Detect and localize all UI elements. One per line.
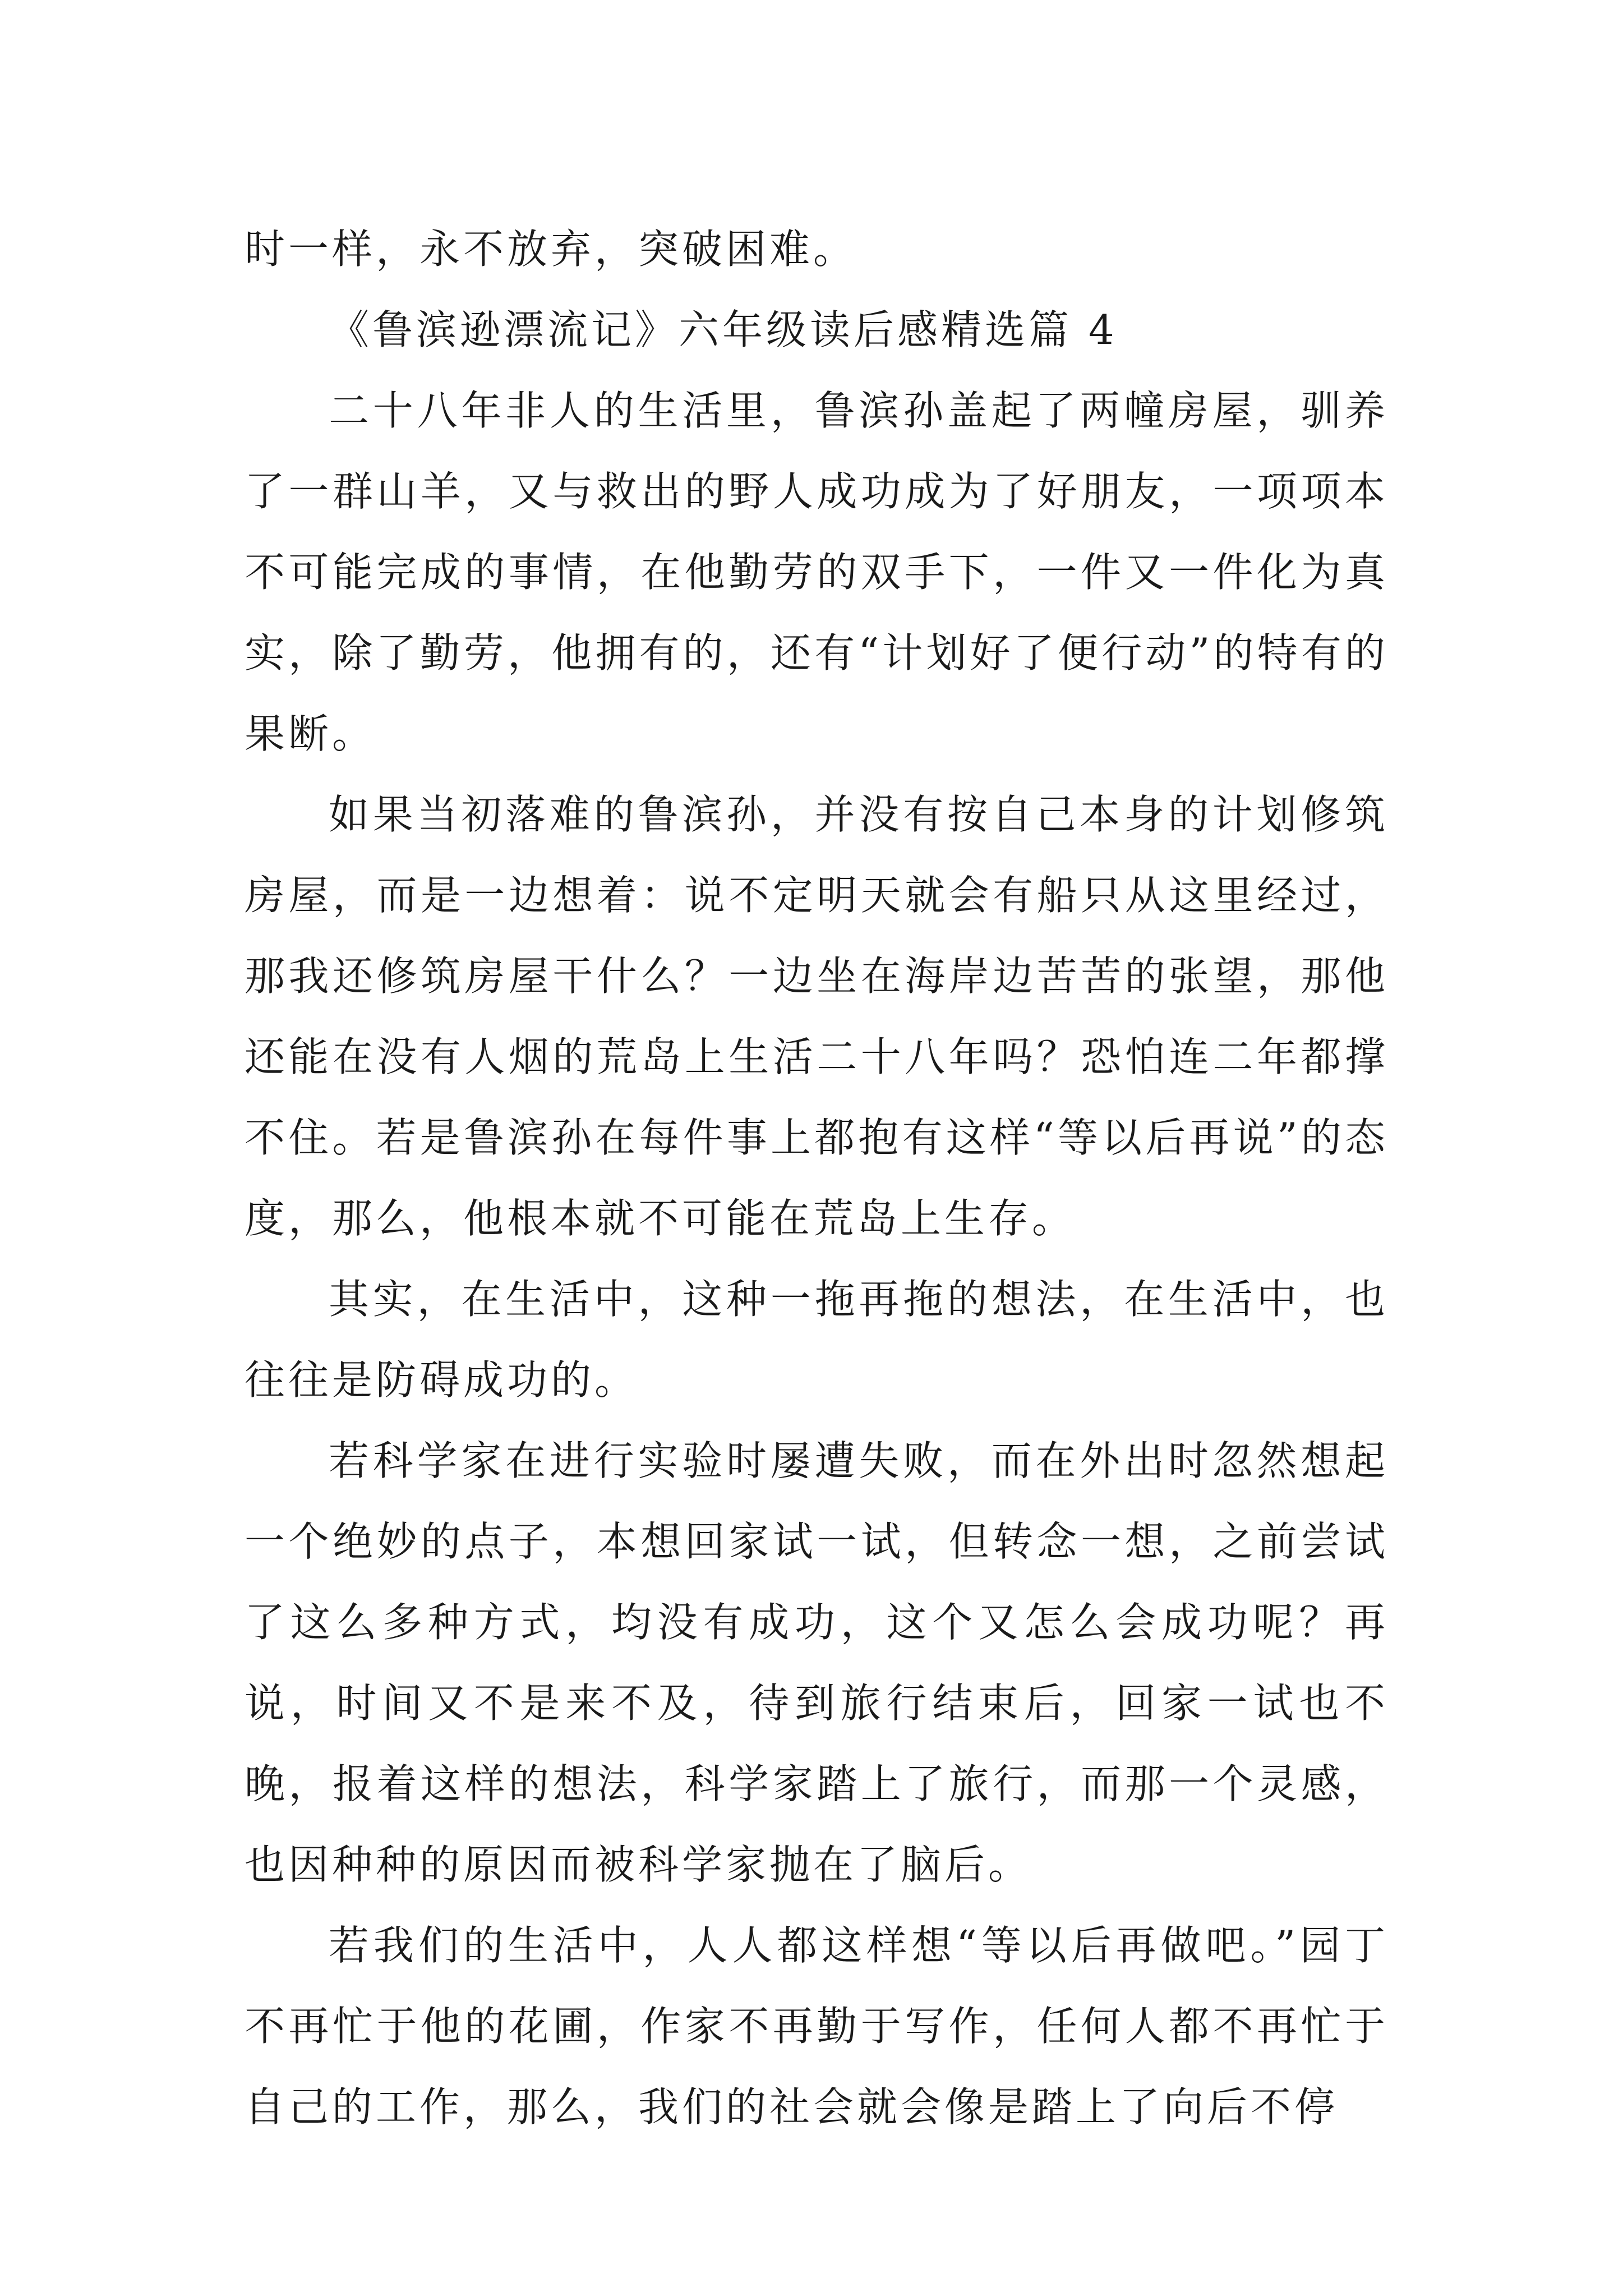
section-heading: 《鲁滨逊漂流记》六年级读后感精选篇 4 xyxy=(329,306,1118,353)
paragraph-4: 若科学家在进行实验时屡遭失败，而在外出时忽然想起一个绝妙的点子，本想回家试一试，但转念一想，之前尝试了这么多种方式，均没有成功，这个又怎么会成功呢？再说，时间又不是来不及，待到旅行结束后，回家一试也不晚，报着这样的想法，科学家踏上了旅行，而那一个灵感，也因种种的原因而被科学家抛在了脑后。 xyxy=(245,1437,1389,1888)
paragraph-5: 若我们的生活中，人人都这样想“等以后再做吧。”园丁不再忙于他的花圃，作家不再勤于写作，任何人都不再忙于自己的工作，那么，我们的社会就会像是踏上了向后不停 xyxy=(245,1922,1389,2131)
paragraph-3: 其实，在生活中，这种一拖再拖的想法，在生活中，也往往是防碍成功的。 xyxy=(245,1276,1389,1404)
continuation-line: 时一样，永不放弃，突破困难。 xyxy=(245,226,857,273)
paragraph-1: 二十八年非人的生活里，鲁滨孙盖起了两幢房屋，驯养了一群山羊，又与救出的野人成功成为了好朋友，一项项本不可能完成的事情，在他勤劳的双手下，一件又一件化为真实，除了勤劳，他拥有的，还有“计划好了便行动”的特有的果断。 xyxy=(245,387,1389,757)
document-body xyxy=(245,209,1389,2147)
paragraph-2: 如果当初落难的鲁滨孙，并没有按自己本身的计划修筑房屋，而是一边想着：说不定明天就会有船只从这里经过，那我还修筑房屋干什么？一边坐在海岸边苦苦的张望，那他还能在没有人烟的荒岛上生活二十八年吗？恐怕连二年都撑不住。若是鲁滨孙在每件事上都抱有这样“等以后再说”的态度，那么，他根本就不可能在荒岛上生存。 xyxy=(245,791,1389,1242)
